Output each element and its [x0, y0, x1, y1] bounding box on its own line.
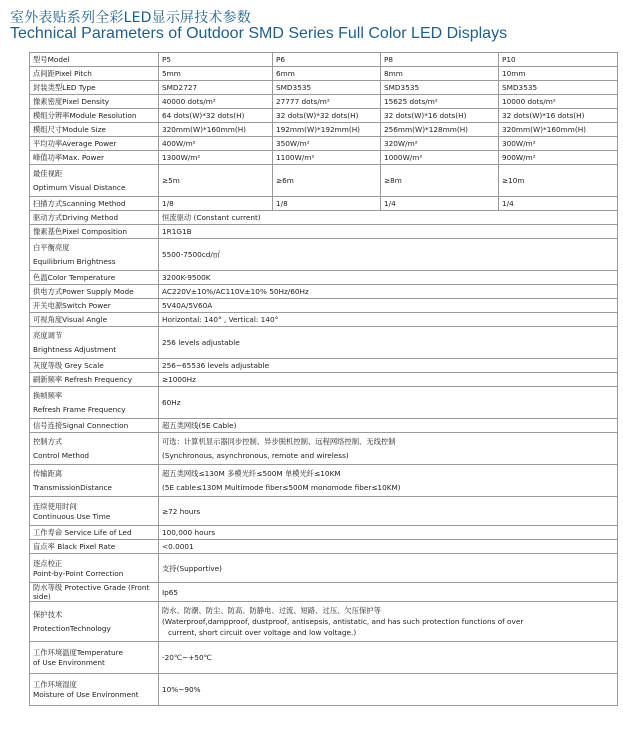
table-row	[30, 271, 618, 285]
cell-value: 192mm(W)*192mm(H)	[273, 123, 381, 137]
cell-value: AC220V±10%/AC110V±10% 50Hz/60Hz	[159, 285, 618, 299]
model-name: P6	[273, 53, 381, 67]
cell-value: 350W/m²	[273, 137, 381, 151]
table-row	[30, 674, 618, 706]
header-label: 型号Model	[30, 53, 159, 67]
cell-value: 5mm	[159, 67, 273, 81]
cell-value: ≥8m	[381, 165, 499, 197]
table-row	[30, 165, 618, 197]
cell-value: 5500-7500cd/㎡	[159, 239, 618, 271]
row-label: 保护技术 ProtectionTechnology	[30, 602, 159, 642]
cell-value: 27777 dots/m²	[273, 95, 381, 109]
cell-value: 6mm	[273, 67, 381, 81]
cell-value: 3200K-9500K	[159, 271, 618, 285]
row-label: 点间距Pixel Pitch	[30, 67, 159, 81]
row-label: 像素基色Pixel Composition	[30, 225, 159, 239]
table-row	[30, 433, 618, 465]
row-label: 亮度调节 Brightness Adjustment	[30, 327, 159, 359]
cell-value: 256mm(W)*128mm(H)	[381, 123, 499, 137]
table-row	[30, 211, 618, 225]
table-row	[30, 197, 618, 211]
cell-value: SMD3535	[273, 81, 381, 95]
table-row	[30, 387, 618, 419]
row-label: 白平衡亮度 Equilibrium Brightness	[30, 239, 159, 271]
table-row	[30, 583, 618, 602]
row-label: 刷新频率 Refresh Frequency	[30, 373, 159, 387]
cell-value: 支持(Supportive)	[159, 554, 618, 583]
cell-value: 900W/m²	[499, 151, 618, 165]
cell-value: 32 dots(W)*16 dots(H)	[499, 109, 618, 123]
cell-value: 1100W/m²	[273, 151, 381, 165]
cell-value: 64 dots(W)*32 dots(H)	[159, 109, 273, 123]
cell-value: 1300W/m²	[159, 151, 273, 165]
cell-value: 防水、防潮、防尘、防高、防静电、过流、短路、过压、欠压保护等 (Waterproof,dampproof, dustproof, antisepsis, antistatic, and has such protection functions of over current, short circuit over voltage and low voltage.)	[159, 602, 618, 642]
row-label: 开关电源Switch Power	[30, 299, 159, 313]
spec-table	[29, 52, 618, 706]
table-row	[30, 151, 618, 165]
cell-value: 320mm(W)*160mm(H)	[499, 123, 618, 137]
cell-value: 1/4	[499, 197, 618, 211]
cell-value: 5V40A/5V60A	[159, 299, 618, 313]
table-row	[30, 419, 618, 433]
row-label: 连续使用时间 Continuous Use Time	[30, 497, 159, 526]
cell-value: 40000 dots/m²	[159, 95, 273, 109]
table-row	[30, 554, 618, 583]
cell-value: SMD2727	[159, 81, 273, 95]
cell-value: 15625 dots/m²	[381, 95, 499, 109]
row-label: 色温Color Temperature	[30, 271, 159, 285]
cell-value: 32 dots(W)*16 dots(H)	[381, 109, 499, 123]
table-row	[30, 327, 618, 359]
row-label: 工作环境湿度 Moisture of Use Environment	[30, 674, 159, 706]
cell-value: ≥5m	[159, 165, 273, 197]
cell-value: 8mm	[381, 67, 499, 81]
cell-value: 256~65536 levels adjustable	[159, 359, 618, 373]
row-label: 换帧频率 Refresh Frame Frequency	[30, 387, 159, 419]
cell-value: 320mm(W)*160mm(H)	[159, 123, 273, 137]
cell-value: 1/8	[273, 197, 381, 211]
model-name: P8	[381, 53, 499, 67]
cell-value: 超五类网线(5E Cable)	[159, 419, 618, 433]
row-label: 灰度等级 Grey Scale	[30, 359, 159, 373]
model-name: P10	[499, 53, 618, 67]
row-label: 峰值功率Max. Power	[30, 151, 159, 165]
table-row	[30, 137, 618, 151]
cell-value: Horizontal: 140° , Vertical: 140°	[159, 313, 618, 327]
row-label: 控制方式 Control Method	[30, 433, 159, 465]
table-row	[30, 239, 618, 271]
cell-value: 超五类网线≤130M 多模光纤≤500M 单模光纤≤10KM (5E cable≤130M Multimode fiber≤500M monomode fiber≤10KM)	[159, 465, 618, 497]
cell-value: 400W/m²	[159, 137, 273, 151]
row-label: 扫描方式Scanning Method	[30, 197, 159, 211]
row-label: 工作寿命 Service Life of Led	[30, 526, 159, 540]
cell-value: 可选：计算机显示器同步控制、异步脱机控制、远程网络控制、无线控制 (Synchronous, asynchronous, remote and wireless)	[159, 433, 618, 465]
cell-value: 60Hz	[159, 387, 618, 419]
table-row	[30, 67, 618, 81]
table-row	[30, 642, 618, 674]
table-row	[30, 95, 618, 109]
table-row	[30, 299, 618, 313]
cell-value: 10000 dots/m²	[499, 95, 618, 109]
table-row	[30, 465, 618, 497]
table-row	[30, 123, 618, 137]
cell-value: 32 dots(W)*32 dots(H)	[273, 109, 381, 123]
row-label: 封装类型LED Type	[30, 81, 159, 95]
cell-value: -20℃~+50℃	[159, 642, 618, 674]
row-label: 盲点率 Black Pixel Rate	[30, 540, 159, 554]
table-row	[30, 540, 618, 554]
table-row	[30, 109, 618, 123]
row-label: 供电方式Power Supply Mode	[30, 285, 159, 299]
cell-value: 恒流驱动 (Constant current)	[159, 211, 618, 225]
cell-value: 10%~90%	[159, 674, 618, 706]
page-title-english: Technical Parameters of Outdoor SMD Series Full Color LED Displays	[10, 25, 508, 42]
model-name: P5	[159, 53, 273, 67]
row-label: 最佳视距 Optimum Visual Distance	[30, 165, 159, 197]
page-title-chinese: 室外表贴系列全彩LED显示屏技术参数	[10, 10, 252, 26]
cell-value: ≥10m	[499, 165, 618, 197]
row-label: 驱动方式Driving Method	[30, 211, 159, 225]
cell-value: 1000W/m²	[381, 151, 499, 165]
cell-value: ≥6m	[273, 165, 381, 197]
cell-value: 1R1G1B	[159, 225, 618, 239]
table-row	[30, 497, 618, 526]
table-row	[30, 526, 618, 540]
table-row	[30, 285, 618, 299]
row-label: 可视角度Visual Angle	[30, 313, 159, 327]
row-label: 模组尺寸Module Size	[30, 123, 159, 137]
cell-value: 1/4	[381, 197, 499, 211]
cell-value: 100,000 hours	[159, 526, 618, 540]
row-label: 模组分辨率Module Resolution	[30, 109, 159, 123]
table-header-row	[30, 53, 618, 67]
cell-value: ≥1000Hz	[159, 373, 618, 387]
row-label: 逐点校正 Point-by-Point Correction	[30, 554, 159, 583]
table-row	[30, 359, 618, 373]
row-label: 信号连接Signal Connection	[30, 419, 159, 433]
cell-value: Ip65	[159, 583, 618, 602]
table-row	[30, 373, 618, 387]
row-label: 防水等级 Protective Grade (Front side)	[30, 583, 159, 602]
table-row	[30, 602, 618, 642]
row-label: 平均功率Average Power	[30, 137, 159, 151]
cell-value: 256 levels adjustable	[159, 327, 618, 359]
cell-value: ≥72 hours	[159, 497, 618, 526]
row-label: 传输距离 TransmissionDistance	[30, 465, 159, 497]
table-row	[30, 313, 618, 327]
row-label: 工作环境温度Temperature of Use Environment	[30, 642, 159, 674]
cell-value: 320W/m²	[381, 137, 499, 151]
row-label: 像素密度Pixel Density	[30, 95, 159, 109]
cell-value: 300W/m²	[499, 137, 618, 151]
cell-value: <0.0001	[159, 540, 618, 554]
cell-value: SMD3535	[381, 81, 499, 95]
cell-value: 1/8	[159, 197, 273, 211]
cell-value: 10mm	[499, 67, 618, 81]
table-row	[30, 81, 618, 95]
table-row	[30, 225, 618, 239]
cell-value: SMD3535	[499, 81, 618, 95]
